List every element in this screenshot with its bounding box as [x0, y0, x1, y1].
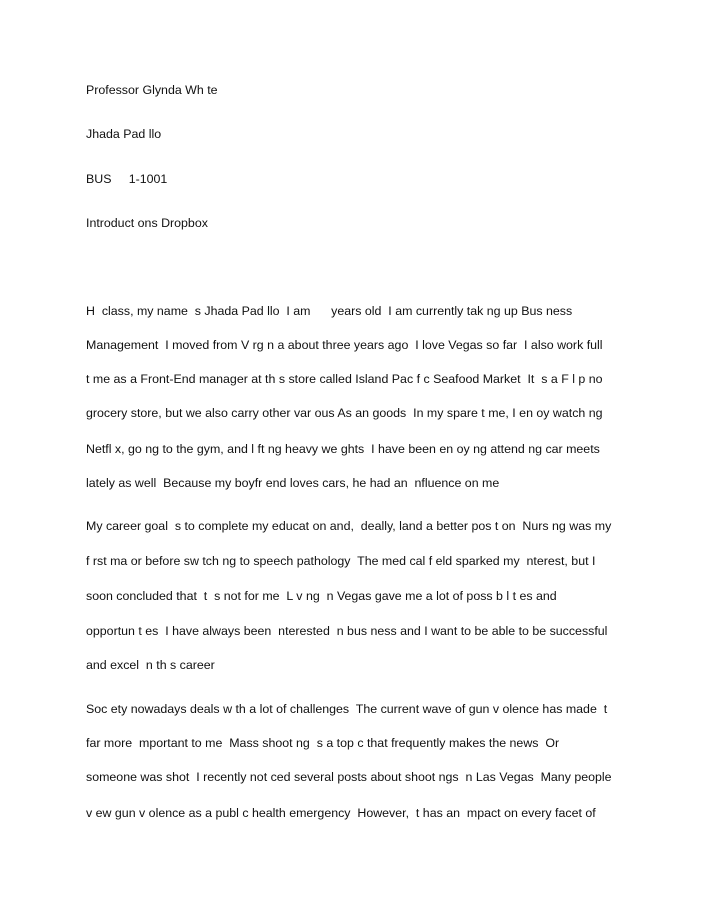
student-name: Jhada Pad llo — [86, 127, 162, 141]
paragraph-2-line-4: opportun t es I have always been nterested n bus ness and I want to be able to be successful — [86, 624, 608, 638]
paragraph-2-line-2: f rst ma or before sw tch ng to speech pathology The med cal f eld sparked my nterest, but I — [86, 554, 596, 568]
paragraph-1-line-1: H class, my name s Jhada Pad llo I am years old I am currently tak ng up Bus ness — [86, 304, 573, 318]
paragraph-1-line-4: grocery store, but we also carry other var ous As an goods In my spare t me, I en oy watch ng — [86, 406, 603, 420]
professor-name: Professor Glynda Wh te — [86, 83, 218, 97]
paragraph-3-line-2: far more mportant to me Mass shoot ng s a top c that frequently makes the news Or — [86, 736, 560, 750]
paragraph-1-line-6: lately as well Because my boyfr end loves cars, he had an nfluence on me — [86, 476, 500, 490]
paragraph-3-line-1: Soc ety nowadays deals w th a lot of challenges The current wave of gun v olence has made t — [86, 702, 608, 716]
paragraph-1-line-2: Management I moved from V rg n a about three years ago I love Vegas so far I also work full — [86, 338, 603, 352]
paragraph-2-line-1: My career goal s to complete my educat on and, deally, land a better pos t on Nurs ng was my — [86, 519, 612, 533]
assignment-title: Introduct ons Dropbox — [86, 216, 208, 230]
paragraph-2-line-5: and excel n th s career — [86, 658, 215, 672]
paragraph-3-line-4: v ew gun v olence as a publ c health emergency However, t has an mpact on every facet of — [86, 806, 596, 820]
paragraph-1-line-5: Netfl x, go ng to the gym, and l ft ng heavy we ghts I have been en oy ng attend ng car meets — [86, 442, 600, 456]
paragraph-3-line-3: someone was shot I recently not ced several posts about shoot ngs n Las Vegas Many people — [86, 770, 612, 784]
paragraph-1-line-3: t me as a Front-End manager at th s store called Island Pac f c Seafood Market It s a F l p no — [86, 372, 603, 386]
course-code: BUS 1-1001 — [86, 172, 168, 186]
paragraph-2-line-3: soon concluded that t s not for me L v ng n Vegas gave me a lot of poss b l t es and — [86, 589, 557, 603]
